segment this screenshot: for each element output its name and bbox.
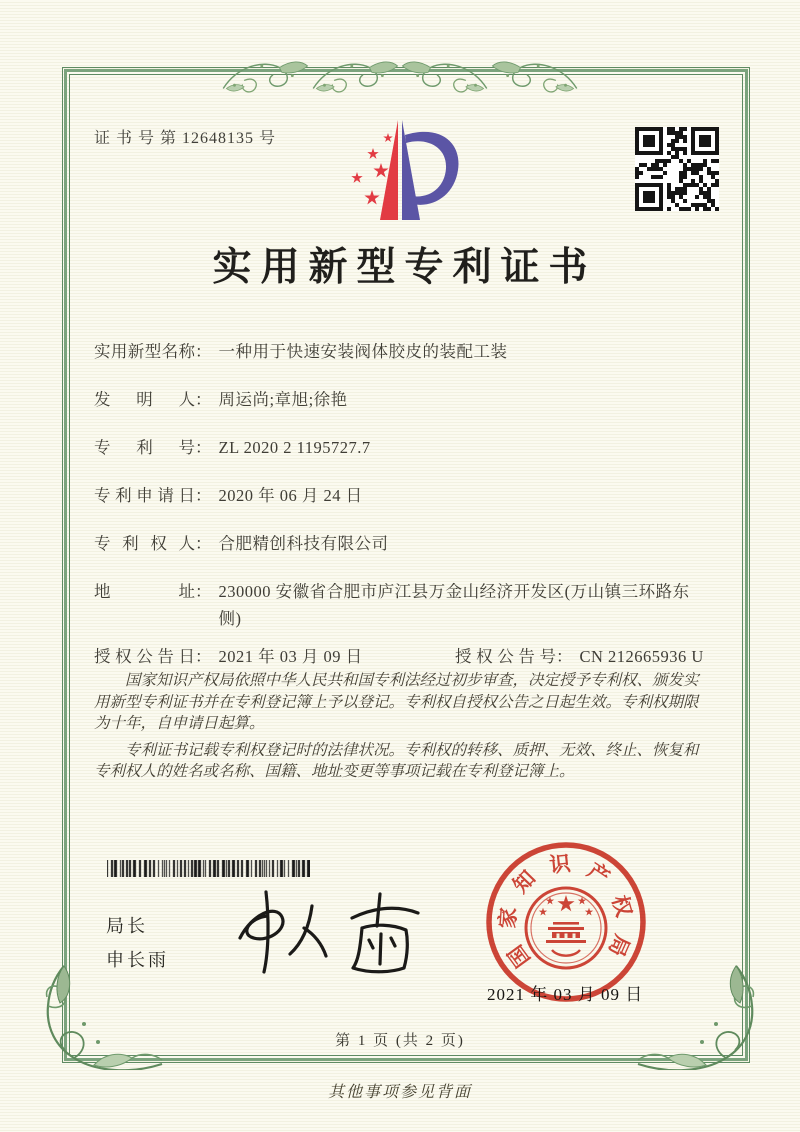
corner-flourish-icon — [36, 958, 166, 1070]
legal-text-block — [94, 670, 712, 788]
field-colon: ： — [195, 342, 212, 361]
barcode — [107, 860, 310, 877]
director-name: 申长雨 — [106, 950, 169, 970]
garland-scroll-icon — [220, 46, 310, 102]
qr-code — [635, 127, 719, 211]
field-row-address — [94, 578, 710, 632]
field-label: 发明人 — [94, 390, 195, 409]
seal-char: 局 — [603, 931, 634, 960]
certificate-title: 实用新型专利证书 — [212, 246, 597, 289]
field-colon: ： — [195, 582, 212, 601]
field-row-filing-date — [94, 482, 710, 509]
field-colon: ： — [195, 534, 212, 553]
field-value: 230000 安徽省合肥市庐江县万金山经济开发区(万山镇三环路东侧) — [218, 582, 690, 628]
back-side-note: 其他事项参见背面 — [327, 1084, 472, 1101]
field-colon: ： — [195, 438, 212, 457]
director-title: 局长 — [106, 916, 148, 936]
field-label: 专利申请日 — [94, 486, 195, 505]
top-garland-ornament — [220, 46, 580, 102]
field-label: 实用新型名称 — [94, 342, 195, 361]
seal-char: 产 — [583, 858, 614, 890]
field-label: 授权公告日 — [94, 647, 195, 666]
field-colon: ： — [556, 647, 573, 666]
national-emblem-icon — [526, 888, 606, 968]
field-value: 2021 年 03 月 09 日 — [218, 647, 363, 666]
field-row-patentee — [94, 530, 710, 557]
seal-char: 国 — [504, 940, 535, 972]
page-number: 第 1 页 (共 2 页) — [335, 1033, 465, 1049]
field-value: ZL 2020 2 1195727.7 — [218, 438, 371, 457]
field-row-patent-no — [94, 434, 710, 461]
garland-scroll-icon — [310, 46, 400, 102]
legal-paragraph-2: 专利证书记载专利权登记时的法律状况。专利权的转移、质押、无效、终止、恢复和专利权人的姓名或名称、国籍、地址变更等事项记载在专利登记簿上。 — [94, 741, 699, 780]
field-row-name — [94, 338, 710, 365]
field-label: 授权公告号 — [455, 647, 556, 666]
field-colon: ： — [195, 390, 212, 409]
field-colon: ： — [195, 486, 212, 505]
field-label: 专利权人 — [94, 534, 195, 553]
garland-scroll-icon — [400, 46, 490, 102]
handwritten-signature-icon — [220, 884, 434, 980]
fields-block — [94, 338, 710, 691]
field-value: 2020 年 06 月 24 日 — [218, 486, 363, 505]
cnipa-logo-icon — [330, 108, 475, 226]
field-value: 一种用于快速安装阀体胶皮的装配工装 — [218, 342, 508, 361]
field-pair-grant-no — [455, 643, 710, 670]
field-label: 专利号 — [94, 438, 195, 457]
seal-char: 家 — [496, 906, 521, 930]
field-label: 地址 — [94, 582, 195, 601]
garland-scroll-icon — [490, 46, 580, 102]
field-row-grant — [94, 643, 710, 670]
corner-flourish-icon — [634, 958, 764, 1070]
field-colon: ： — [195, 647, 212, 666]
certificate-number: 证 书 号 第 12648135 号 — [94, 130, 277, 147]
seal-char: 权 — [607, 892, 636, 920]
field-value: CN 212665936 U — [579, 647, 704, 666]
seal-char: 识 — [548, 852, 572, 878]
field-row-inventor — [94, 386, 710, 413]
legal-paragraph-1: 国家知识产权局依照中华人民共和国专利法经过初步审查，决定授予专利权、颁发实用新型专利证书并在专利登记簿上予以登记。专利权自授权公告之日起生效。专利权期限为十年，自申请日起算。 — [94, 672, 699, 732]
seal-date: 2021 年 03 月 09 日 — [487, 985, 644, 1004]
seal-char: 知 — [509, 866, 541, 898]
field-value: 周运尚;章旭;徐艳 — [218, 390, 348, 409]
field-value: 合肥精创科技有限公司 — [218, 534, 389, 553]
